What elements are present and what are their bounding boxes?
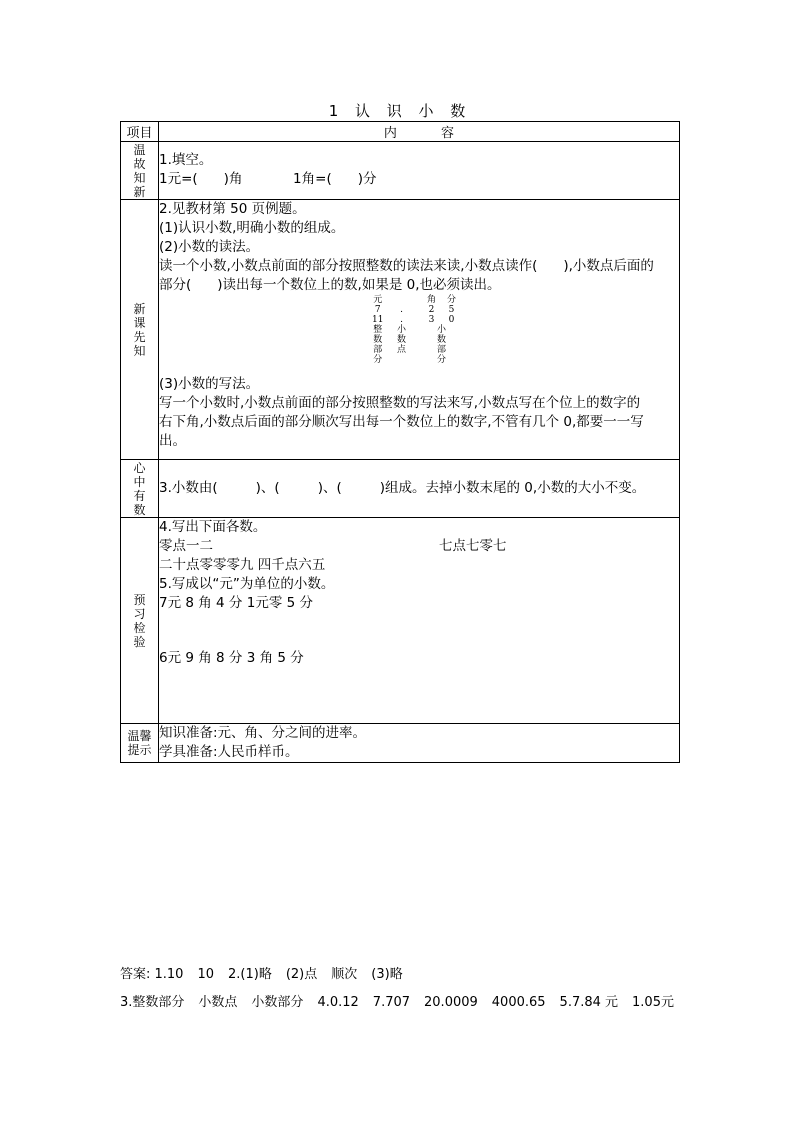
review-row [121, 142, 680, 200]
header-project: 项目 [121, 122, 159, 142]
review-label: 温 故 知 新 [121, 142, 159, 200]
new-lesson-row [121, 200, 680, 460]
mind-content: 3.小数由( )、( )、( )组成。去掉小数末尾的 0,小数的大小不变。 [159, 460, 680, 518]
preview-row [121, 518, 680, 724]
fill-blank-line: 1元=( )角 1角=( )分 [159, 171, 377, 187]
mind-row [121, 460, 680, 518]
review-content: 1.填空。 1元=( )角 1角=( )分 [159, 142, 680, 200]
table-header-row [121, 122, 680, 142]
preview-content: 4.写出下面各数。 零点一二 七点七零七 二十点零零零九 四千点六五 5.写成以“元”为单位的小数。 7元 8 角 4 分 1元零 5 分 6元 9 角 8 分 3 角 5 分 [159, 518, 680, 724]
header-content: 内 容 [159, 122, 680, 142]
answers-line-2: 3.整数部分 小数点 小数部分 4.0.12 7.707 20.0009 4000.65 5.7.84 元 1.05元 [120, 995, 674, 1010]
page-title: 1 认 识 小 数 [328, 102, 472, 120]
tips-content: 知识准备:元、角、分之间的进率。 学具准备:人民币样币。 [159, 724, 680, 763]
tips-row [121, 724, 680, 763]
preview-label: 预 习 检 验 [121, 518, 159, 724]
new-lesson-label: 新 课 先 知 [121, 200, 159, 460]
decimal-diagram: 元 7 11 整 数 部 分 . . 小 数 点 角 2 3 分 5 0 小 数 部 分 [372, 295, 457, 365]
new-lesson-content: 2.见教材第 50 页例题。 (1)认识小数,明确小数的组成。 (2)小数的读法。 读一个小数,小数点前面的部分按照整数的读法来读,小数点读作( ),小数点后面的 部分( )读出每一个数位上的数,如果是 0,也必须读出。 元 7 11 整 数 部 分 . . 小 数 点 角 2 3 分 5 0 小 数 部 分 (3)小数的写法。 写一个小数时,小数点前面的部分按照整数的写法来写,小数点写在个位上的数字的 右下角,小数点后面的部分顺次写出每一个数位上的数字,不管有几个 0,都要一一写 出。 [159, 200, 680, 460]
tips-label: 温馨 提示 [121, 724, 159, 763]
worksheet-table [120, 121, 680, 763]
mind-label: 心 中 有 数 [121, 460, 159, 518]
answers-line-1: 答案: 1.10 10 2.(1)略 (2)点 顺次 (3)略 [120, 967, 403, 982]
